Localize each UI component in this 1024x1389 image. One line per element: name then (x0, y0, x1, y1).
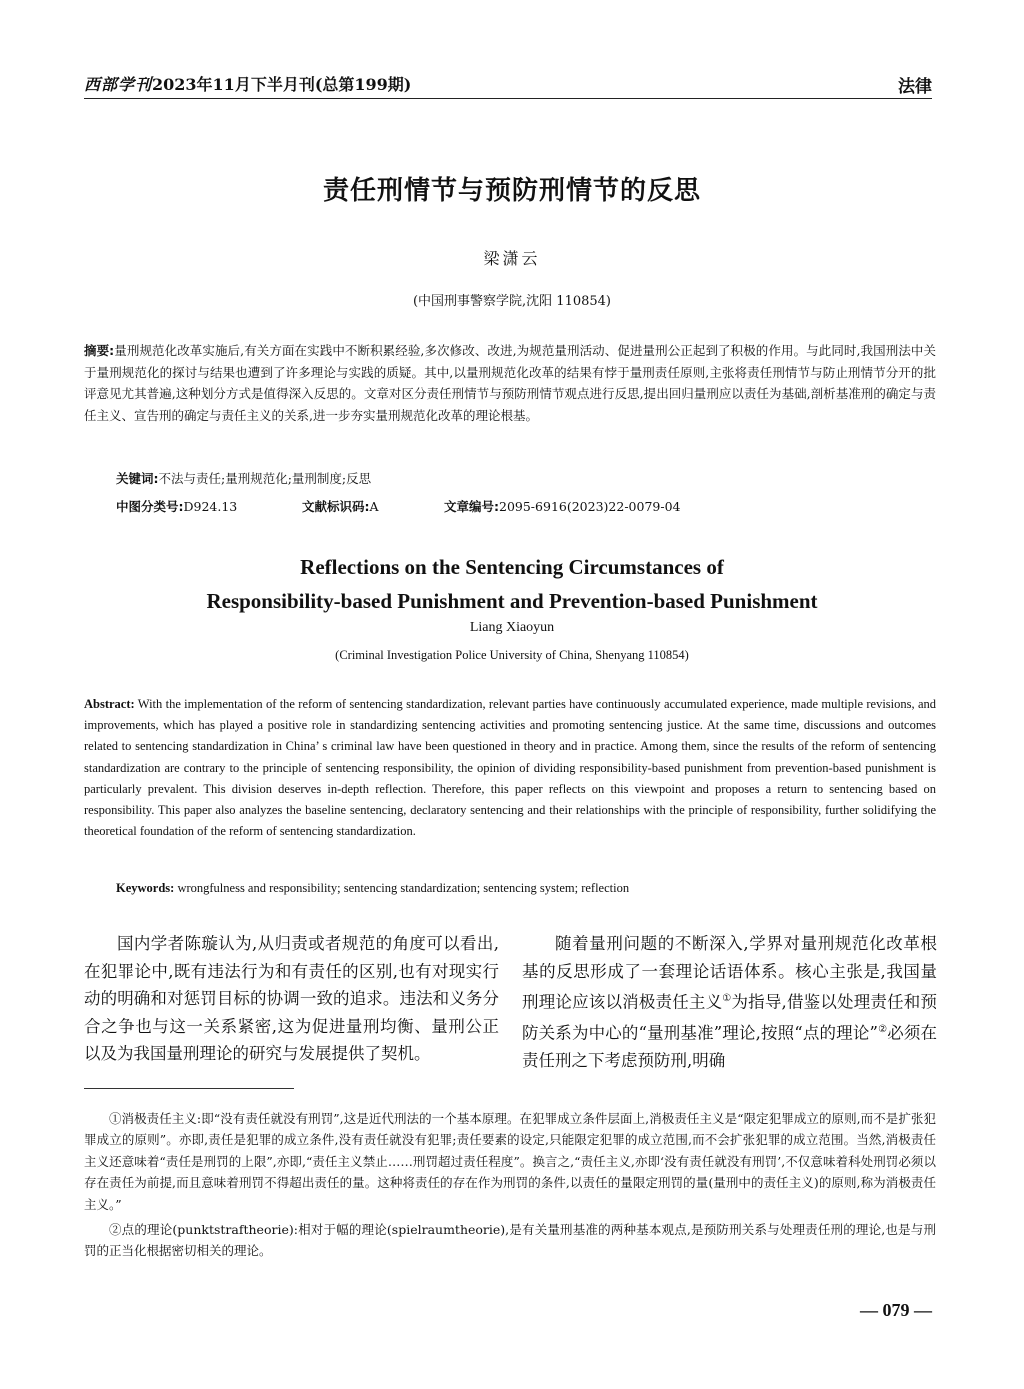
affiliation-en: (Criminal Investigation Police University of China, Shenyang 110854) (335, 648, 689, 662)
keywords-en-label: Keywords: (116, 881, 175, 895)
doc-code-label: 文献标识码: (302, 499, 370, 514)
article-number-label: 文章编号: (444, 499, 499, 514)
doc-code-value: A (369, 499, 379, 514)
abstract-cn-label: 摘要: (84, 343, 115, 358)
title-en-line-1: Reflections on the Sentencing Circumstances of (300, 555, 724, 579)
keywords-en (116, 881, 936, 896)
footnote-2: ②点的理论(punktstraftheorie):相对于幅的理论(spielraumtheorie),是有关量刑基准的两种基本观点,是预防刑关系与处理责任刑的理论,也是与刑罚的正当化根据密切相关的理论。 (84, 1222, 936, 1259)
title-en-line-2: Responsibility-based Punishment and Prevention-based Punishment (206, 589, 818, 613)
body-text-segment: 为指导,借鉴以处理责任和预防关系为中心的“量刑基准”理论,按照“点的理论” (522, 992, 937, 1043)
abstract-cn-text: 量刑规范化改革实施后,有关方面在实践中不断积累经验,多次修改、改进,为规范量刑活动、促进量刑公正起到了积极的作用。与此同时,我国刑法中关于量刑规范化的探讨与结果也遭到了许多理论与实践的质疑。其中,以量刑规范化改革的结果有悖于量刑责任原则,主张将责任刑情节与防止刑情节分开的批评意见尤其普遍,这种划分方式是值得深入反思的。文章对区分责任刑情节与预防刑情节观点进行反思,提出回归量刑应以责任为基础,剖析基准刑的确定与责任主义、宣告刑的确定与责任主义的关系,进一步夯实量刑规范化改革的理论根基。 (84, 343, 937, 423)
footnotes (84, 1108, 936, 1266)
clc-value: D924.13 (183, 499, 238, 514)
footnote-divider (84, 1088, 294, 1089)
article-title-cn: 责任刑情节与预防刑情节的反思 (322, 176, 701, 206)
journal-name: 西部学刊 (84, 75, 153, 94)
page-number: — 079 — (860, 1300, 932, 1320)
clc-label: 中图分类号: (116, 499, 184, 514)
footnote-ref-2[interactable]: ② (877, 1024, 888, 1036)
keywords-cn-label: 关键词: (116, 471, 159, 486)
body-column-left (84, 930, 499, 1068)
affiliation-cn: (中国刑事警察学院,沈阳 110854) (412, 294, 612, 309)
abstract-en-label: Abstract: (84, 697, 135, 711)
article-title-en (60, 550, 964, 618)
footnote-ref-1[interactable]: ① (722, 993, 732, 1005)
body-paragraph: 国内学者陈璇认为,从归责或者规范的角度可以看出,在犯罪论中,既有违法行为和有责任的区别,也有对现实行动的明确和对惩罚目标的协调一致的追求。违法和义务分合之争也与这一关系紧密,这为促进量刑均衡、量刑公正以及为我国量刑理论的研究与发展提供了契机。 (84, 934, 499, 1064)
section-label: 法律 (898, 77, 932, 97)
article-number (444, 497, 680, 515)
body-text-segment: 随着量刑问题的不断深入,学界对量刑规范化改革根基的反思形成了一套理论话语体系。核心主张是,我国量刑理论应该以消极责任主义 (522, 934, 937, 1012)
footnote-1: ①消极责任主义:即“没有责任就没有刑罚”,这是近代刑法的一个基本原理。在犯罪成立条件层面上,消极责任主义是“限定犯罪成立的原则,而不是扩张犯罪成立的原则”。亦即,责任是犯罪的成立条件,没有责任就没有犯罪;责任要素的设定,只能限定犯罪的成立范围,而不会扩张犯罪的成立范围。当然,消极责任主义还意味着“责任是刑罚的上限”,亦即,“责任主义禁止……刑罚超过责任程度”。换言之,“责任主义,亦即‘没有责任就没有刑罚’,不仅意味着科处刑罚必须以存在责任为前提,而且意味着刑罚不得超出责任的量。这种将责任的存在作为刑罚的条件,以责任的量限定刑罚的量(量刑中的责任主义)的原则,称为消极责任主义。” (84, 1111, 936, 1212)
keywords-en-text: wrongfulness and responsibility; sentencing standardization; sentencing system; reflection (177, 881, 630, 895)
issue-info: 2023年11月下半月刊(总第199期) (152, 75, 412, 94)
body-column-right (522, 930, 937, 1075)
keywords-cn (116, 469, 936, 487)
clc-number (116, 497, 237, 515)
author-cn: 梁潇云 (483, 249, 541, 268)
abstract-en-text: With the implementation of the reform of sentencing standardization, relevant parties have continuously accumulated experience, made multiple revisions, and improvements, which has played a positive role in standardizing sentencing activities and promoting sentencing justice. At the same time, discussions and outcomes related to sentencing standardization in China’ s criminal law have been questioned in theory and in practice. Among them, since the results of the reform of sentencing standardization are contrary to the principle of sentencing responsibility, the opinion of dividing responsibility-based punishment from prevention-based punishment is particularly prevalent. This division deserves in-depth reflection. Therefore, this paper reflects on this viewpoint and proposes a return to sentencing based on responsibility. This paper also analyzes the baseline sentencing, declaratory sentencing and their relationships with the principle of responsibility, further solidifying the theoretical foundation of the reform of sentencing standardization. (84, 697, 936, 839)
author-en: Liang Xiaoyun (469, 620, 555, 635)
body-paragraph (522, 930, 937, 1075)
running-head (84, 66, 932, 99)
article-number-value: 2095-6916(2023)22-0079-04 (499, 499, 681, 514)
abstract-cn (84, 340, 936, 426)
running-head-left (84, 72, 411, 95)
document-code (302, 497, 379, 515)
keywords-cn-text: 不法与责任;量刑规范化;量刑制度;反思 (158, 471, 372, 486)
body-text-segment: 必须在责任刑之下考虑预防刑,明确 (522, 1023, 937, 1071)
abstract-en (84, 694, 936, 842)
